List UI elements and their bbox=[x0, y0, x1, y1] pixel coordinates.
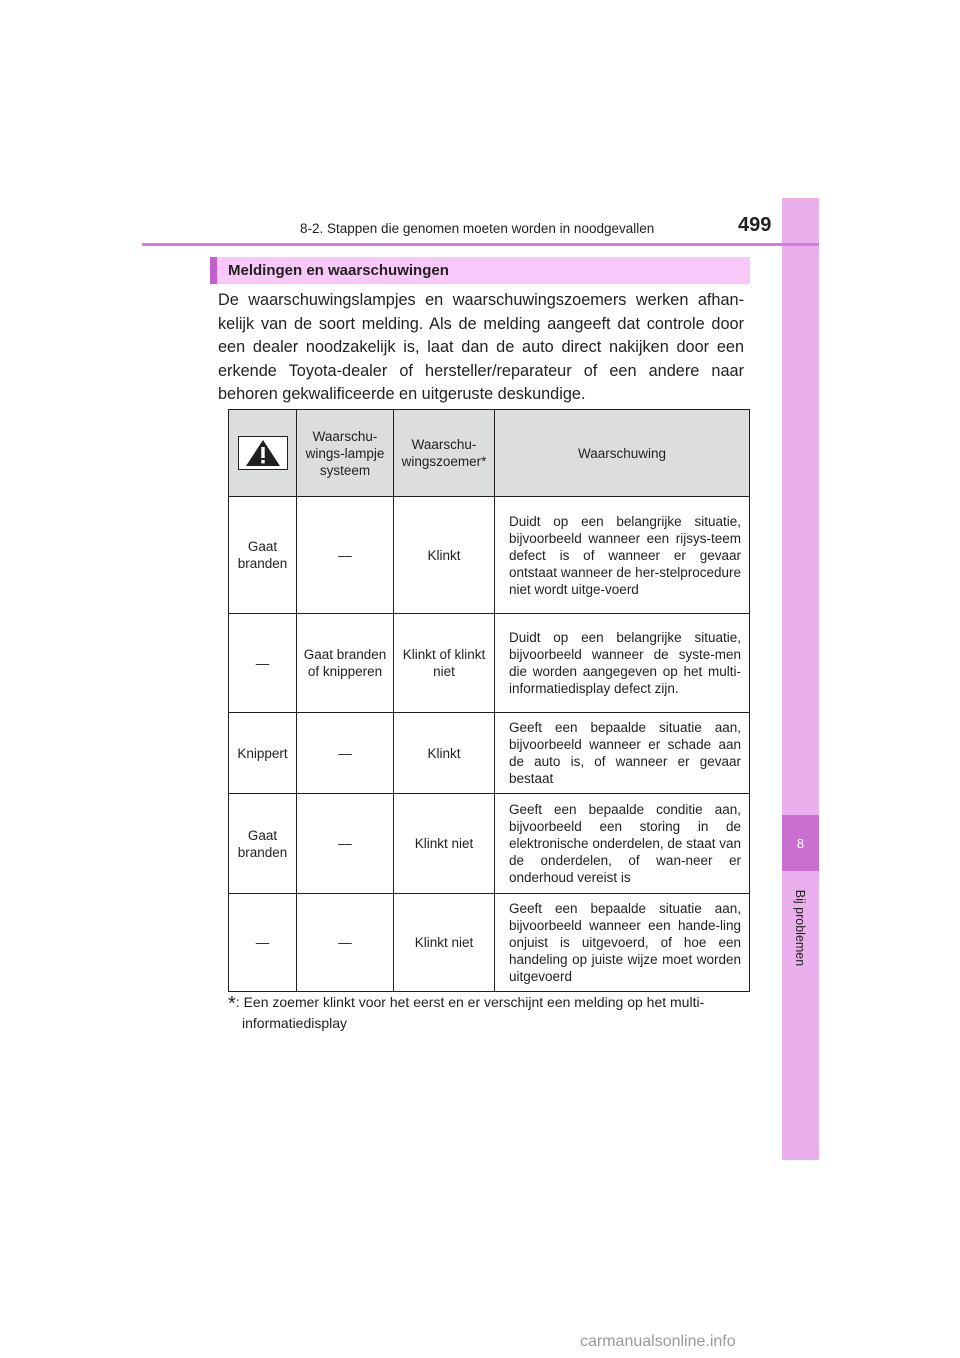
table-cell-buzzer: Klinkt of klinkt niet bbox=[394, 614, 495, 713]
table-cell-indicator: — bbox=[229, 614, 297, 713]
table-header-row bbox=[229, 410, 750, 497]
chapter-side-tab bbox=[782, 198, 819, 1160]
chapter-number-badge: 8 bbox=[782, 815, 819, 871]
table-cell-lamp: — bbox=[297, 497, 394, 614]
table-cell-indicator: — bbox=[229, 894, 297, 992]
intro-paragraph: De waarschuwingslampjes en waarschuwingszoemers werken afhan-kelijk van de soort melding. Als de melding aangeeft dat controle door een dealer noodzakelijk is, laat dan de auto direct nakijken door een erkende Toyota-dealer of hersteller/reparateur of een andere naar behoren gekwalificeerde en uitgeruste deskundige. bbox=[218, 291, 744, 403]
table-cell-warning: Duidt op een belangrijke situatie, bijvoorbeeld wanneer de syste-men die worden aangegeven op het multi-informatiedisplay defect zijn. bbox=[495, 614, 750, 713]
table-cell-indicator: Knippert bbox=[229, 713, 297, 794]
table-row bbox=[229, 894, 750, 992]
page-number: 499 bbox=[738, 214, 772, 236]
header-divider bbox=[142, 243, 819, 246]
table-cell-lamp: Gaat branden of knipperen bbox=[297, 614, 394, 713]
table-cell-lamp: — bbox=[297, 894, 394, 992]
footnote-line-1: : Een zoemer klinkt voor het eerst en er verschijnt een melding op het multi- bbox=[235, 994, 705, 1010]
footnote bbox=[228, 993, 748, 1033]
table-cell-buzzer: Klinkt bbox=[394, 713, 495, 794]
table-row bbox=[229, 713, 750, 794]
table-cell-warning: Duidt op een belangrijke situatie, bijvoorbeeld wanneer een rijsys-teem defect is of wanneer er gevaar ontstaat wanneer de her-stelprocedure niet wordt uitge-voerd bbox=[495, 497, 750, 614]
table-cell-warning: Geeft een bepaalde situatie aan, bijvoorbeeld wanneer een hande-ling onjuist is uitgevoerd, of hoe een handeling op juiste wijze moet worden uitgevoerd bbox=[495, 894, 750, 992]
warning-table bbox=[228, 409, 750, 992]
table-header-buzzer: Waarschu-wingszoemer* bbox=[394, 410, 495, 497]
table-cell-warning: Geeft een bepaalde conditie aan, bijvoorbeeld een storing in de elektronische onderdelen, de staat van de onderdelen, of wan-neer er onderhoud vereist is bbox=[495, 794, 750, 894]
table-header-warning: Waarschuwing bbox=[495, 410, 750, 497]
chapter-title: Bij problemen bbox=[793, 889, 808, 966]
running-header-title: 8-2. Stappen die genomen moeten worden in noodgevallen bbox=[300, 221, 655, 236]
section-title: Meldingen en waarschuwingen bbox=[228, 262, 449, 279]
table-cell-buzzer: Klinkt niet bbox=[394, 794, 495, 894]
section-heading bbox=[210, 257, 750, 284]
table-cell-warning: Geeft een bepaalde situatie aan, bijvoorbeeld wanneer er schade aan de auto is, of wanneer er gevaar bestaat bbox=[495, 713, 750, 794]
table-cell-lamp: — bbox=[297, 713, 394, 794]
watermark-text: carmanualsonline.info bbox=[580, 1333, 736, 1350]
table-cell-lamp: — bbox=[297, 794, 394, 894]
footnote-line-2: informatiedisplay bbox=[242, 1015, 348, 1031]
table-header-icon-cell bbox=[229, 410, 297, 497]
table-cell-buzzer: Klinkt bbox=[394, 497, 495, 614]
table-header-lamp: Waarschu-wings-lampje systeem bbox=[297, 410, 394, 497]
footnote-marker: * bbox=[228, 993, 236, 1015]
warning-triangle-icon bbox=[238, 436, 288, 470]
table-row bbox=[229, 497, 750, 614]
table-cell-indicator: Gaat branden bbox=[229, 497, 297, 614]
chapter-title-vertical bbox=[782, 880, 819, 975]
table-cell-buzzer: Klinkt niet bbox=[394, 894, 495, 992]
table-row bbox=[229, 794, 750, 894]
table-cell-indicator: Gaat branden bbox=[229, 794, 297, 894]
table-row bbox=[229, 614, 750, 713]
